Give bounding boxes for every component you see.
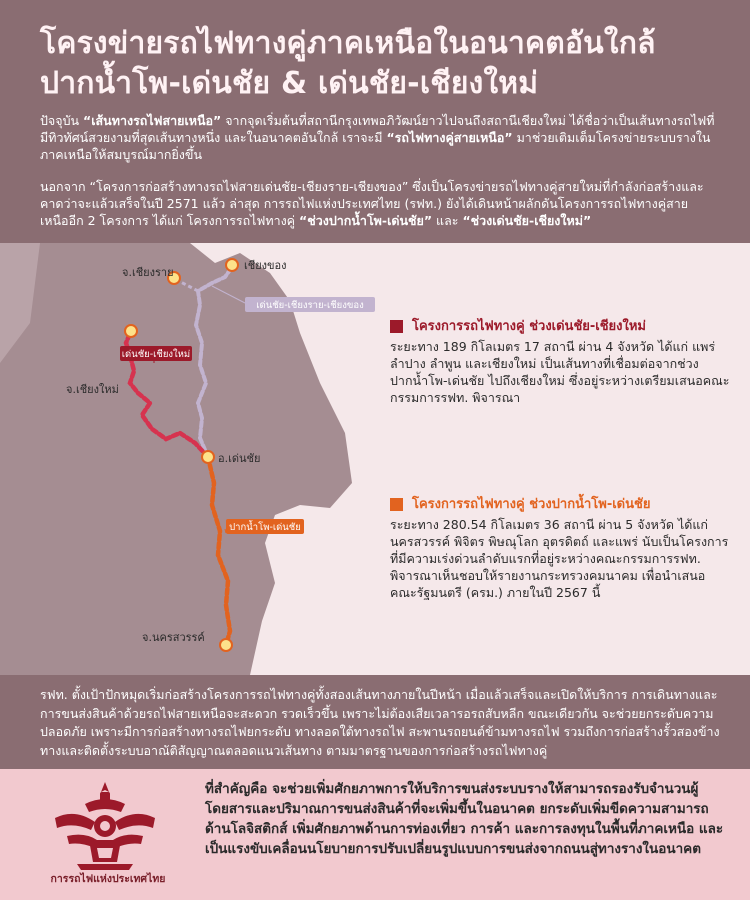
station-den-chai [202,451,214,463]
logo-caption: การรถไฟแห่งประเทศไทย [50,873,166,885]
label-nakhon-sawan: จ.นครสวรรค์ [142,631,205,644]
tag-paknampho-denchai: ปากน้ำโพ-เด่นชัย [229,522,301,533]
intro-paragraph-2: นอกจาก “โครงการก่อสร้างทางรถไฟสายเด่นชัย-เชียงราย-เชียงของ” ซึ่งเป็นโครงข่ายรถไฟทางคู่สายใหม่ที่กำลังก่อสร้างและคาดว่าจะแล้วเสร็จในปี 2571 แล้ว ล่าสุด การรถไฟแห่งประเทศไทย (รฟท.) ยังได้เดินหน้าผลักดันโครงการรถไฟทางคู่สายเหนืออีก 2 โครงการ ได้แก่ โครงการรถไฟทางคู่ “ช่วงปากน้ำโพ-เด่นชัย” และ “ช่วงเด่นชัย-เชียงใหม่” [40,179,704,228]
project-body-2: ระยะทาง 280.54 กิโลเมตร 36 สถานี ผ่าน 5 จังหวัด ได้แก่ นครสวรรค์ พิจิตร พิษณุโลก อุตรดิตถ์ และแพร่ นับเป็นโครงการที่มีความเร่งด่วนลำดับแรกที่อยู่ระหว่างคณะกรรมการรฟท. พิจารณาเห็นชอบให้รายงานกระทรวงคมนาคม เพื่อนำเสนอ คณะรัฐมนตรี (ครม.) ภายในปี 2567 นี้ [390,517,729,600]
project-title-1: โครงการรถไฟทางคู่ ช่วงเด่นชัย-เชียงใหม่ [412,319,646,334]
station-nakhon-sawan [220,639,232,651]
footer-paragraph: ที่สำคัญคือ จะช่วยเพิ่มศักยภาพการให้บริการขนส่งระบบรางให้สามารถรองรับจำนวนผู้โดยสารและปริมาณการขนส่งสินค้าที่จะเพิ่มขึ้นในอนาคต ยกระดับเพิ่มขีดความสามารถด้านโลจิสติกส์ เพิ่มศักยภาพด้านการท่องเที่ยว การค้า และการลงทุนในพื้นที่ภาคเหนือ และเป็นแรงขับเคลื่อนนโยบายการปรับเปลี่ยนรูปแบบการขนส่งจากถนนสู่ทางรางในอนาคต [205,781,724,857]
station-chiang-khong [226,259,238,271]
tag-denchai-chiangmai: เด่นชัย-เชียงใหม่ [121,349,191,360]
project-paknampho-denchai [390,496,730,601]
project-title-2: โครงการรถไฟทางคู่ ช่วงปากน้ำโพ-เด่นชัย [412,497,651,512]
bottom-paragraph: รฟท. ตั้งเป้าปักหมุดเริ่มก่อสร้างโครงการรถไฟทางคู่ทั้งสองเส้นทางภายในปีหน้า เมื่อแล้วเสร็จและเปิดให้บริการ การเดินทางและการขนส่งสินค้าด้วยรถไฟสายเหนือจะสะดวก รวดเร็วขึ้น เพราะไม่ต้องเสียเวลารอรถสับหลีก ขณะเดียวกัน จะช่วยยกระดับความปลอดภัย เพราะมีการก่อสร้างทางรถไฟยกระดับ ทางลอดใต้ทางรถไฟ สะพานรถยนต์ข้ามทางรถไฟ รวมถึงการก่อสร้างรั้วสองข้างทางและติดตั้งระบบอาณัติสัญญาณตลอดแนวเส้นทาง ตามมาตรฐานของการก่อสร้างรถไฟทางคู่ [40,687,720,758]
route-map [0,243,750,675]
intro-paragraph-1: ปัจจุบัน “เส้นทางรถไฟสายเหนือ” จากจุดเริ่มต้นที่สถานีกรุงเทพอภิวัฒน์ยาวไปจนถึงสถานีเชียงใหม่ ได้ชื่อว่าเป็นเส้นทางรถไฟที่มีทิวทัศน์สวยงามที่สุดเส้นทางหนึ่ง และในอนาคตอันใกล้ เราจะมี “รถไฟทางคู่สายเหนือ” มาช่วยเติมเต็มโครงข่ายระบบรางในภาคเหนือให้สมบูรณ์มากยิ่งขึ้น [40,113,715,162]
label-den-chai: อ.เด่นชัย [218,452,261,465]
project-denchai-chiangmai [390,318,730,406]
project-body-1: ระยะทาง 189 กิโลเมตร 17 สถานี ผ่าน 4 จังหวัด ได้แก่ แพร่ ลำปาง ลำพูน และเชียงใหม่ เป็นเส้นทางที่เชื่อมต่อจากช่วงปากน้ำโพ-เด่นชัย ไปถึงเชียงใหม่ ซึ่งอยู่ระหว่างเตรียมเสนอคณะกรรมการรฟท. พิจารณา [390,339,730,405]
legend-square-red [390,320,403,333]
station-chiang-mai [125,325,137,337]
label-chiang-khong: เชียงของ [244,259,287,272]
map-svg [0,243,750,675]
tag-denchai-chiangrai-chiangkhong: เด่นชัย-เชียงราย-เชียงของ [256,300,364,311]
page-title-line2: ปากน้ำโพ-เด่นชัย & เด่นชัย-เชียงใหม่ [40,66,539,101]
legend-square-orange [390,498,403,511]
label-chiang-mai: จ.เชียงใหม่ [66,383,119,396]
label-chiang-rai: จ.เชียงราย [122,266,174,279]
page-title-line1: โครงข่ายรถไฟทางคู่ภาคเหนือในอนาคตอันใกล้ [40,26,656,61]
